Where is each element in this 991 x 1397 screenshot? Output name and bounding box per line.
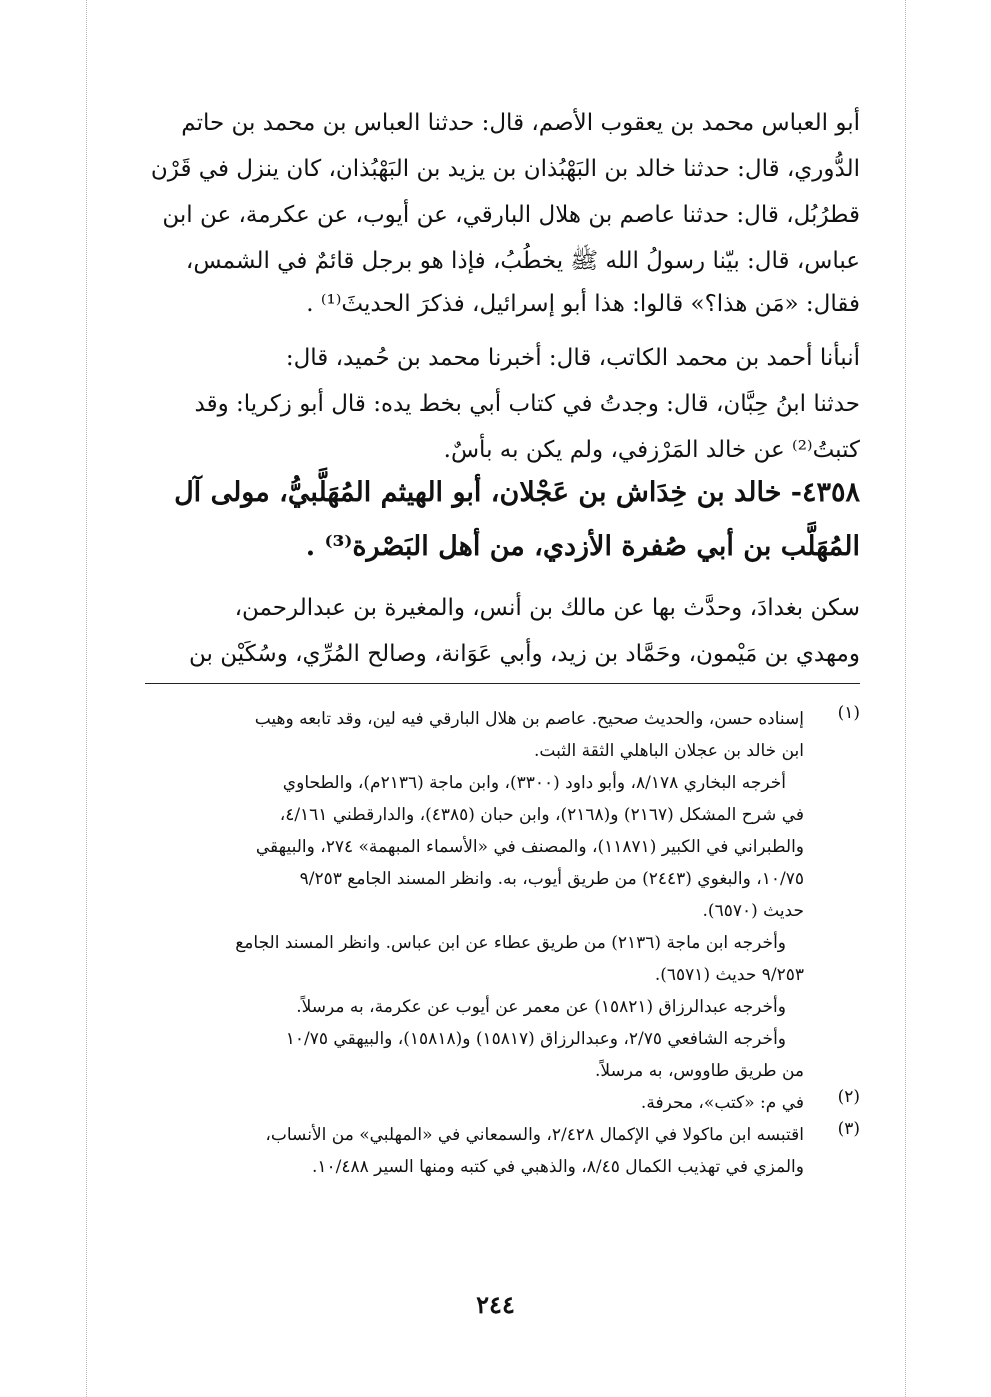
text-line: ومهدي بن مَيْمون، وحَمَّاد بن زيد، وأبي عَوَانة، وصالح المُرِّي، وسُكَيْن بن xyxy=(189,641,860,667)
text-line: المُهَلَّب بن أبي صُفرة الأزدي، من أهل البَصْرة⁽³⁾ . xyxy=(305,531,860,562)
text-line: أنبأنا أحمد بن محمد الكاتب، قال: أخبرنا محمد بن حُميد، قال: xyxy=(285,345,860,371)
footnote-number: (٣) xyxy=(837,1119,860,1139)
text-line: سكن بغدادَ، وحدَّث بها عن مالك بن أنس، والمغيرة بن عبدالرحمن، xyxy=(234,595,860,621)
text-line: أبو العباس محمد بن يعقوب الأصم، قال: حدثنا العباس بن محمد بن حاتم xyxy=(181,110,860,136)
footnote-line: في م: «كتب»، محرفة. xyxy=(640,1093,804,1113)
footnote-number: (٢) xyxy=(837,1087,860,1107)
text-line: حدثنا ابنُ حِبَّان، قال: وجدتُ في كتاب أبي بخط يده: قال أبو زكريا: وقد xyxy=(194,391,860,417)
footnote-number: (١) xyxy=(837,703,860,723)
footnote-line: والطبراني في الكبير (١١٨٧١)، والمصنف في «الأسماء المبهمة» ٢٧٤، والبيهقي xyxy=(255,837,804,857)
text-line: كتبتُ⁽²⁾ عن خالد المَرْزفي، ولم يكن به بأسٌ. xyxy=(443,437,860,463)
paragraph-isnad-1 xyxy=(145,100,860,324)
paragraph-biography-body xyxy=(145,585,860,677)
text-line: ٤٣٥٨- خالد بن خِدَاش بن عَجْلان، أبو الهيثم المُهَلَّبيُّ، مولى آل xyxy=(174,477,860,508)
footnote-line: ابن خالد بن عجلان الباهلي الثقة الثبت. xyxy=(533,741,804,761)
footnotes xyxy=(140,703,860,1183)
text-line: فقال: «مَن هذا؟» قالوا: هذا أبو إسرائيل، فذكرَ الحديثَ⁽¹⁾ . xyxy=(306,291,860,317)
biography-entry-heading xyxy=(145,466,860,574)
footnote-line: وأخرجه الشافعي ٢/٧٥، وعبدالرزاق (١٥٨١٧) و(١٥٨١٨)، والبيهقي ١٠/٧٥ xyxy=(285,1029,786,1049)
text-line: الدُّوري، قال: حدثنا خالد بن البَهْبُذان بن يزيد بن البَهْبُذان، كان ينزل في قَرْن xyxy=(150,156,860,182)
footnote-line: إسناده حسن، والحديث صحيح. عاصم بن هلال البارقي فيه لين، وقد تابعه وهيب xyxy=(254,709,804,729)
footnote-2 xyxy=(140,1087,860,1119)
footnote-line: اقتبسه ابن ماكولا في الإكمال ٢/٤٢٨، والسمعاني في «المهلبي» من الأنساب، xyxy=(265,1125,804,1145)
footnote-line: والمزي في تهذيب الكمال ٨/٤٥، والذهبي في كتبه ومنها السير ١٠/٤٨٨. xyxy=(311,1157,804,1177)
text-line: قطرُبُل، قال: حدثنا عاصم بن هلال البارقي، عن أيوب، عن عكرمة، عن ابن xyxy=(162,202,860,228)
footnote-line: وأخرجه عبدالرزاق (١٥٨٢١) عن معمر عن أيوب عن عكرمة، به مرسلاً. xyxy=(296,997,786,1017)
footnote-line: أخرجه البخاري ٨/١٧٨، وأبو داود (٣٣٠٠)، وابن ماجة (٢١٣٦م)، والطحاوي xyxy=(282,773,786,793)
footnote-line: وأخرجه ابن ماجة (٢١٣٦) من طريق عطاء عن ابن عباس. وانظر المسند الجامع xyxy=(235,933,786,953)
footnote-line: من طريق طاووس، به مرسلاً. xyxy=(595,1061,804,1081)
footnote-line: ١٠/٧٥، والبغوي (٢٤٤٣) من طريق أيوب، به. وانظر المسند الجامع ٩/٢٥٣ xyxy=(299,869,804,889)
footnote-line: حديث (٦٥٧٠). xyxy=(702,901,804,921)
left-margin-guide xyxy=(86,0,87,1397)
text-line: عباس، قال: بيّنا رسولُ الله ﷺ يخطُبُ، فإذا هو برجل قائمٌ في الشمس، xyxy=(185,248,860,274)
footnote-3 xyxy=(140,1119,860,1183)
footnote-line: ٩/٢٥٣ حديث (٦٥٧١). xyxy=(654,965,804,985)
footnote-1 xyxy=(140,703,860,1087)
footnote-line: في شرح المشكل (٢١٦٧) و(٢١٦٨)، وابن حبان (٤٣٨٥)، والدارقطني ٤/١٦١، xyxy=(279,805,804,825)
paragraph-isnad-2 xyxy=(145,335,860,473)
page-number: ٢٤٤ xyxy=(476,1290,515,1319)
footnote-separator xyxy=(145,683,860,684)
right-margin-guide xyxy=(905,0,906,1397)
